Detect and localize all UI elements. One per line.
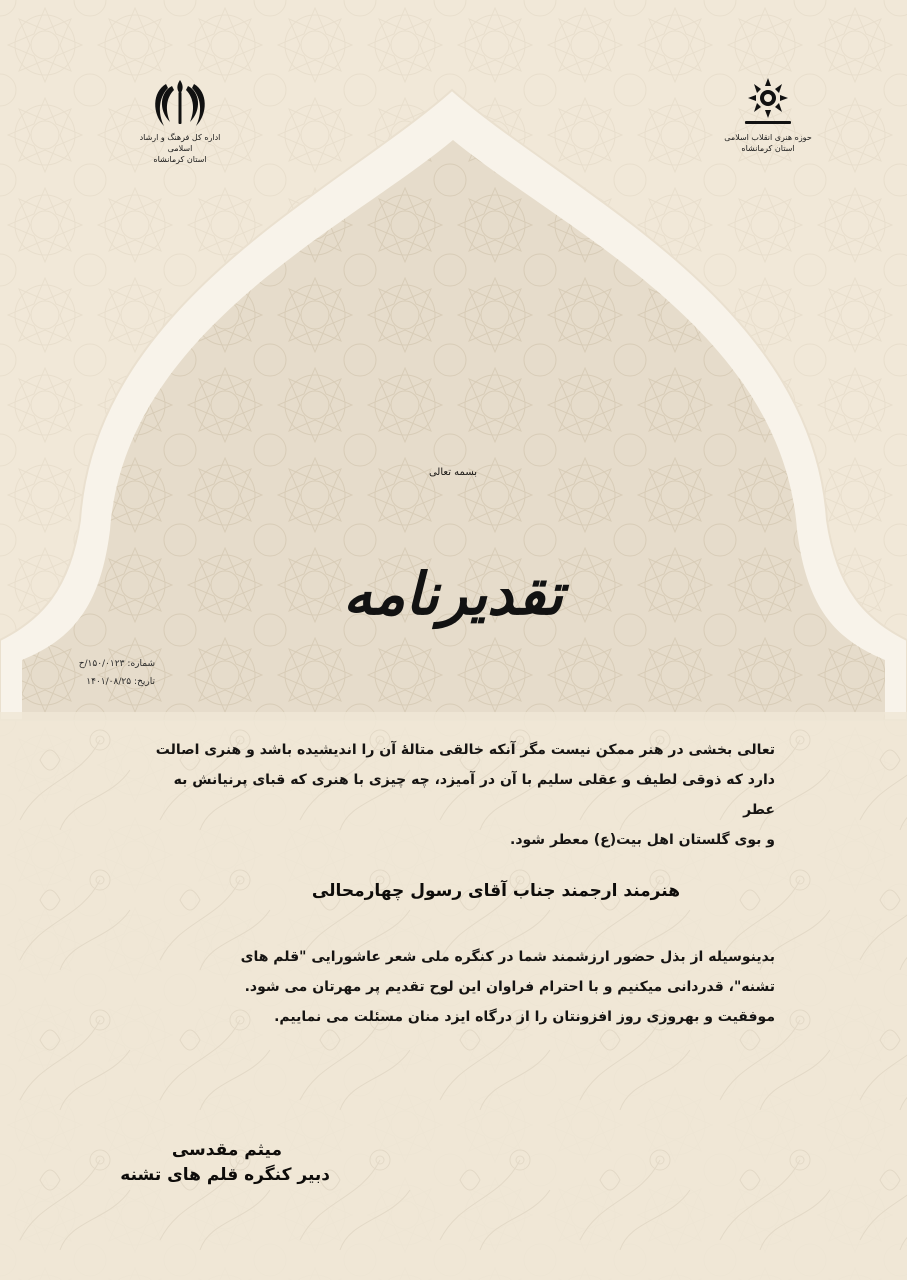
body-line: موفقیت و بهروزی روز افزونتان را از درگاه ایزد منان مسئلت می نماییم. <box>274 1009 775 1025</box>
signer-role: دبیر کنگره قلم های تشنه <box>120 1165 330 1185</box>
recipient-name: هنرمند ارجمند جناب آقای رسول چهارمحالی <box>311 881 680 901</box>
letter-number <box>55 659 155 669</box>
ministry-caption-line1: اداره کل فرهنگ و ارشاد اسلامی <box>139 133 221 153</box>
certificate-title: تقدیرنامه <box>342 560 564 628</box>
ministry-logo <box>130 78 230 165</box>
letter-number-label: شماره: <box>127 659 155 669</box>
body-line: تشنه"، قدردانی میکنیم و با احترام فراوان این لوح تقدیم پر مهرتان می شود. <box>244 979 775 995</box>
intro-paragraph <box>150 735 775 855</box>
iran-emblem-icon <box>150 78 210 128</box>
intro-line: و بوی گلستان اهل بیت(ع) معطر شود. <box>510 832 775 848</box>
hozeh-caption-line1: حوزه هنری انقلاب اسلامی <box>724 133 812 142</box>
intro-line: تعالی بخشی در هنر ممکن نیست مگر آنکه خالقی متالهٔ آن را اندیشیده باشد و هنری اصالت <box>155 742 775 758</box>
hozeh-caption-line2: استان کرمانشاه <box>741 144 795 153</box>
letter-date <box>55 677 155 687</box>
letter-number-value: ۱۵۰/۰۱۲۳/ح <box>78 659 125 669</box>
basmala: بسمه تعالی <box>428 467 478 478</box>
body-line: بدینوسیله از بذل حضور ارزشمند شما در کنگره ملی شعر عاشورایی "قلم های <box>240 949 775 965</box>
ministry-caption-line2: استان کرمانشاه <box>153 155 207 164</box>
body-paragraph <box>150 942 775 1032</box>
signer-name: میثم مقدسی <box>171 1140 282 1160</box>
hozeh-honari-logo <box>718 78 818 154</box>
signature-block <box>70 1138 330 1188</box>
letter-date-label: تاریخ: <box>134 677 155 687</box>
intro-line: دارد که ذوقی لطیف و عقلی سلیم با آن در آمیزد، چه چیزی با هنری که قبای پرنیانش به عطر <box>173 772 775 818</box>
letter-date-value: ۱۴۰۱/۰۸/۲۵ <box>86 677 132 687</box>
hozeh-honari-logo-icon <box>733 78 803 128</box>
